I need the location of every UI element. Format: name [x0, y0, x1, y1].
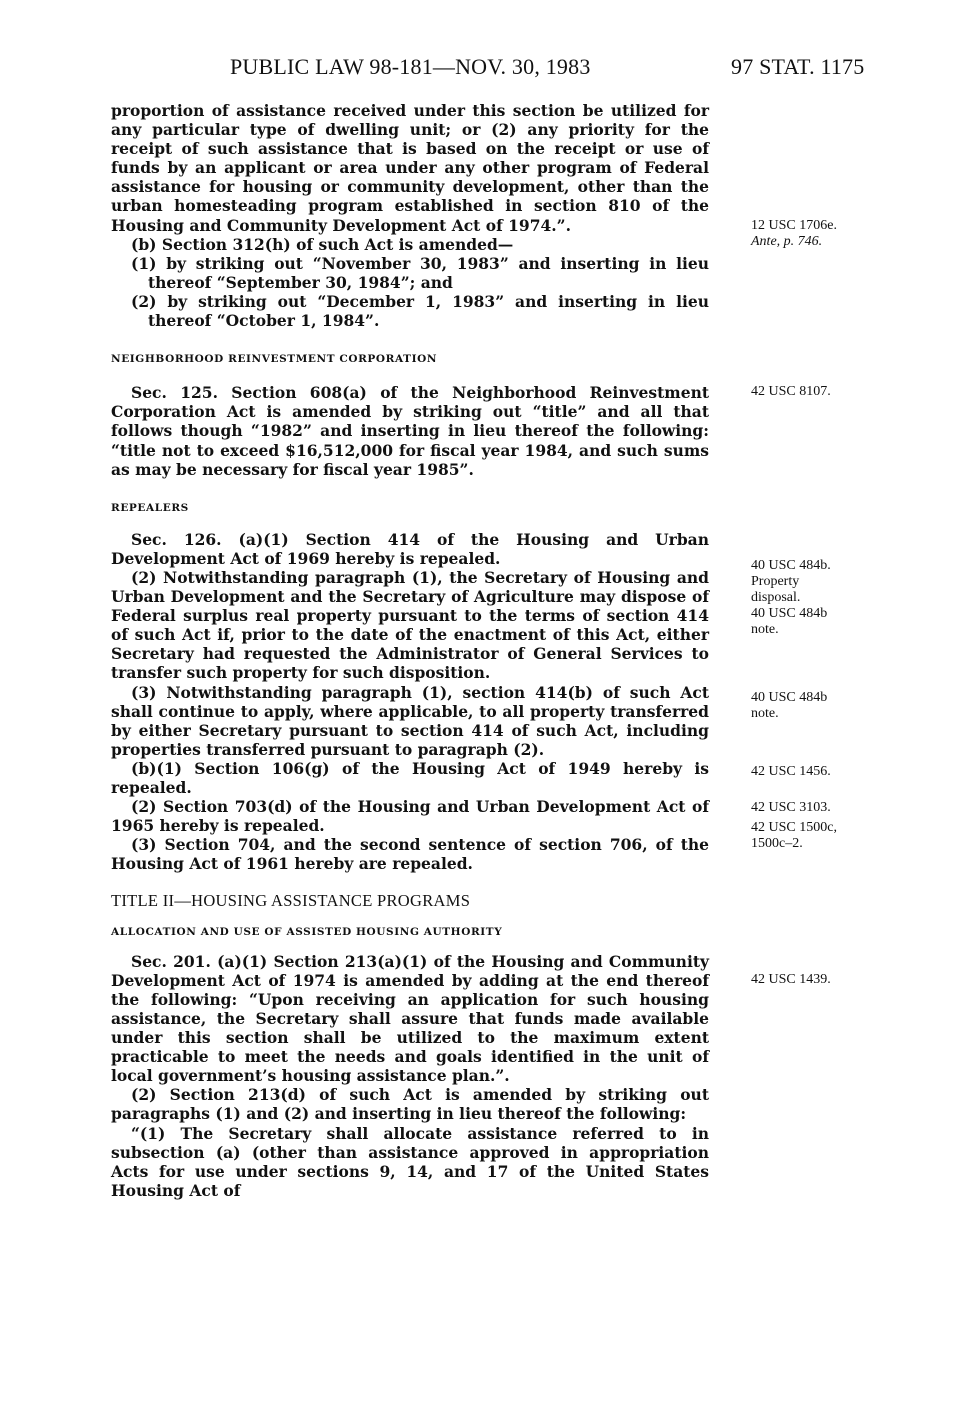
paragraph: Sec. 126. (a)(1) Section 414 of the Housing and Urban Development Act of 1969 hereby is repealed. [111, 529, 709, 568]
margin-note [751, 690, 851, 722]
paragraph: “(1) The Secretary shall allocate assistance referred to in subsection (a) (other than assistance approved in appropriation Acts for use under sections 9, 14, and 17 of the United States Housing Act of [111, 1123, 709, 1200]
paragraph: (2) by striking out “December 1, 1983” and inserting in lieu thereof “October 1, 1984”. [131, 291, 709, 331]
paragraph: Sec. 125. Section 608(a) of the Neighborhood Reinvestment Corporation Act is amended by striking out “title” and all that follows though “1982” and inserting in lieu thereof the following: “title not to exceed $16,512,000 for fiscal year 1984, and such sums as may be necessary for fiscal year 1985”. [111, 383, 709, 479]
section-heading: REPEALERS [111, 501, 189, 514]
margin-note [751, 972, 891, 988]
margin-citation: 42 USC 1500c, 1500c–2. [751, 820, 837, 851]
margin-citation: 42 USC 1456. [751, 764, 831, 779]
margin-citation: Property disposal. [751, 574, 801, 605]
section-heading: ALLOCATION AND USE OF ASSISTED HOUSING AUTHORITY [111, 925, 503, 938]
paragraph: (2) Section 703(d) of the Housing and Urban Development Act of 1965 hereby is repealed. [111, 797, 709, 836]
margin-note [751, 764, 891, 780]
title-heading: TITLE II—HOUSING ASSISTANCE PROGRAMS [111, 891, 471, 911]
margin-citation: 42 USC 8107. [751, 384, 831, 399]
margin-citation: 40 USC 484b note. [751, 606, 828, 637]
margin-citation: Ante, p. 746. [751, 234, 823, 249]
margin-citation: 40 USC 484b note. [751, 690, 828, 721]
margin-citation: 42 USC 3103. [751, 800, 831, 815]
paragraph: (2) Notwithstanding paragraph (1), the Secretary of Housing and Urban Development and the Secretary of Agriculture may dispose of Federal surplus real property pursuant to the terms of section 414 of such Act if, prior to the date of the enactment of this Act, either Secretary had requested the Administrator of General Services to transfer such property for such disposition. [111, 567, 709, 683]
page-header [0, 54, 960, 84]
running-title: PUBLIC LAW 98-181—NOV. 30, 1983 [230, 54, 591, 79]
paragraph: (3) Section 704, and the second sentence of section 706, of the Housing Act of 1961 hereby are repealed. [111, 835, 709, 874]
margin-note [751, 218, 891, 250]
margin-note [751, 384, 891, 400]
paragraph: proportion of assistance received under this section be utilized for any particular type of dwelling unit; or (2) any priority for the receipt of such assistance that is based on the receipt or use of funds by an applicant or area under any other program of Federal assistance for housing or community development, other than the urban homesteading program established in section 810 of the Housing and Community Development Act of 1974.”. [111, 101, 709, 235]
main-text-column [111, 101, 709, 1200]
paragraph: Sec. 201. (a)(1) Section 213(a)(1) of the Housing and Community Development Act of 1974 is amended by adding at the end thereof the following: “Upon receiving an application for such housing assistance, the Secretary shall assure that funds made available under this section shall be utilized to the maximum extent practicable to meet the needs and goals identified in the unit of local government’s housing assistance plan.”. [111, 951, 709, 1086]
paragraph: (3) Notwithstanding paragraph (1), section 414(b) of such Act shall continue to apply, where applicable, to all property transferred by either Secretary pursuant to section 414 of such Act, including properties transferred pursuant to paragraph (2). [111, 682, 709, 759]
paragraph: (1) by striking out “November 30, 1983” and inserting in lieu thereof “September 30, 1984”; and [131, 253, 709, 292]
margin-citation: 42 USC 1439. [751, 972, 831, 987]
section-heading: NEIGHBORHOOD REINVESTMENT CORPORATION [111, 353, 438, 366]
margin-citation: 12 USC 1706e. [751, 218, 837, 233]
paragraph: (b)(1) Section 106(g) of the Housing Act of 1949 hereby is repealed. [111, 758, 709, 797]
margin-note [751, 800, 891, 816]
paragraph: (2) Section 213(d) of such Act is amended by striking out paragraphs (1) and (2) and inserting in lieu thereof the following: [111, 1085, 709, 1124]
margin-note [751, 558, 831, 638]
paragraph: (b) Section 312(h) of such Act is amended— [131, 234, 514, 254]
margin-note [751, 820, 866, 852]
statute-page-number: 97 STAT. 1175 [731, 54, 865, 79]
margin-citation: 40 USC 484b. [751, 558, 831, 573]
